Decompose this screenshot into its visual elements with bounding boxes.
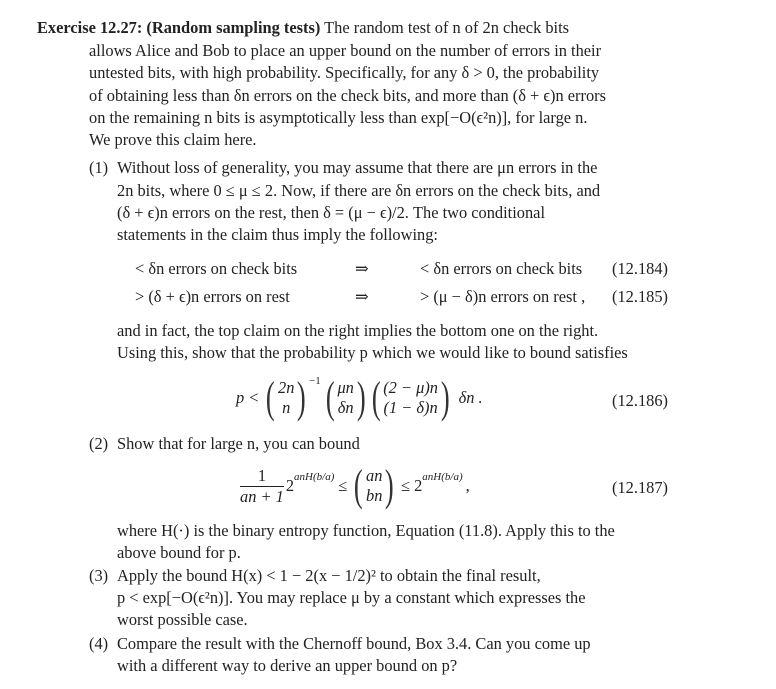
binom-bottom: (1 − δ)n (383, 398, 438, 417)
part3-label: (3) (89, 566, 109, 585)
power-exponent-1: anH(b/a) (294, 471, 335, 483)
binom-bottom: δn (337, 398, 354, 417)
part3-line-1: p < exp[−O(ϵ²n)]. You may replace μ by a constant which expresses the (117, 588, 586, 607)
binom-top: 2n (278, 378, 295, 397)
exponent-minus-one: −1 (309, 375, 321, 387)
paren-close: ) (356, 373, 366, 422)
binom-top: an (366, 466, 383, 485)
part1-after-0: and in fact, the top claim on the right implies the bottom one on the right. (117, 321, 599, 340)
part2-text: Show that for large n, you can bound (117, 434, 360, 453)
intro-line-2: untested bits, with high probability. Specifically, for any δ > 0, the probability (89, 63, 600, 82)
power-base-1: 2 (285, 476, 295, 495)
binom-bottom: n (282, 398, 291, 417)
eq186-tail: δn . (458, 388, 483, 407)
leq-1: ≤ (338, 476, 348, 495)
part3-line-2: worst possible case. (117, 610, 248, 629)
paren-open: ( (325, 373, 335, 422)
implication-1-arrow: ⇒ (355, 259, 369, 278)
intro-line-3: of obtaining less than δn errors on the check bits, and more than (δ + ϵ)n errors (89, 86, 606, 105)
part4-line-0: Compare the result with the Chernoff bound, Box 3.4. Can you come up (117, 634, 591, 653)
paren-open: ( (266, 373, 276, 422)
paren-open: ( (371, 373, 381, 422)
implication-2-left: > (δ + ϵ)n errors on rest (135, 287, 290, 306)
equation-number-12-184: (12.184) (612, 259, 668, 278)
part1-line-1: 2n bits, where 0 ≤ μ ≤ 2. Now, if there are δn errors on the check bits, and (117, 181, 601, 200)
part2-label: (2) (89, 434, 109, 453)
part1-label: (1) (89, 158, 109, 177)
paren-close: ) (297, 373, 307, 422)
equation-number-12-185: (12.185) (612, 287, 668, 306)
equation-number-12-187: (12.187) (612, 478, 668, 497)
paren-close: ) (385, 461, 395, 510)
equation-12-186 (236, 368, 483, 428)
part4-label: (4) (89, 634, 109, 653)
fraction-denominator: an + 1 (240, 486, 284, 506)
equation-12-187 (240, 460, 470, 512)
paren-close: ) (440, 373, 450, 422)
part2-after-1: above bound for p. (117, 543, 241, 562)
part3-line-0: Apply the bound H(x) < 1 − 2(x − 1/2)² to obtain the final result, (117, 566, 541, 585)
part4-line-1: with a different way to derive an upper bound on p? (117, 656, 458, 675)
fraction-one-over-an-plus-one (240, 466, 284, 507)
binomial-an-bn (366, 466, 382, 506)
implication-1-right: < δn errors on check bits (420, 259, 583, 278)
implication-2-right: > (μ − δ)n errors on rest , (420, 287, 586, 306)
exercise-heading: Exercise 12.27: (Random sampling tests) (37, 18, 321, 37)
equation-number-12-186: (12.186) (612, 391, 668, 410)
power-exponent-2: anH(b/a) (422, 471, 463, 483)
intro-line-5: We prove this claim here. (89, 130, 257, 149)
implication-1-left: < δn errors on check bits (135, 259, 298, 278)
part2-after-0: where H(·) is the binary entropy function, Equation (11.8). Apply this to the (117, 521, 615, 540)
eq187-comma: , (465, 476, 470, 495)
leq-2: ≤ (401, 476, 411, 495)
paren-open: ( (354, 461, 364, 510)
binomial-2n-n (278, 378, 294, 418)
binomial-rest (383, 378, 438, 418)
implication-row-1 (135, 258, 297, 280)
part1-after-1: Using this, show that the probability p which we would like to bound satisfies (117, 343, 628, 362)
binom-top: (2 − μ)n (383, 378, 438, 397)
intro-line-0: The random test of n of 2n check bits (324, 18, 570, 37)
part1-line-2: (δ + ϵ)n errors on the rest, then δ = (μ − ϵ)/2. The two conditional (117, 203, 546, 222)
binom-top: μn (337, 378, 354, 397)
part1-line-3: statements in the claim thus imply the following: (117, 225, 438, 244)
intro-first-line (37, 17, 569, 39)
binomial-mun-deltan (337, 378, 353, 418)
intro-line-4: on the remaining n bits is asymptotically less than exp[−O(ϵ²n)], for large n. (89, 108, 588, 127)
eq186-p-lt: p < (236, 388, 260, 407)
implication-2-arrow: ⇒ (355, 287, 369, 306)
power-base-2: 2 (414, 476, 423, 495)
intro-line-1: allows Alice and Bob to place an upper bound on the number of errors in their (89, 41, 602, 60)
part1-line-0: Without loss of generality, you may assume that there are μn errors in the (117, 158, 598, 177)
binom-bottom: bn (366, 486, 383, 505)
fraction-numerator: 1 (240, 466, 284, 487)
